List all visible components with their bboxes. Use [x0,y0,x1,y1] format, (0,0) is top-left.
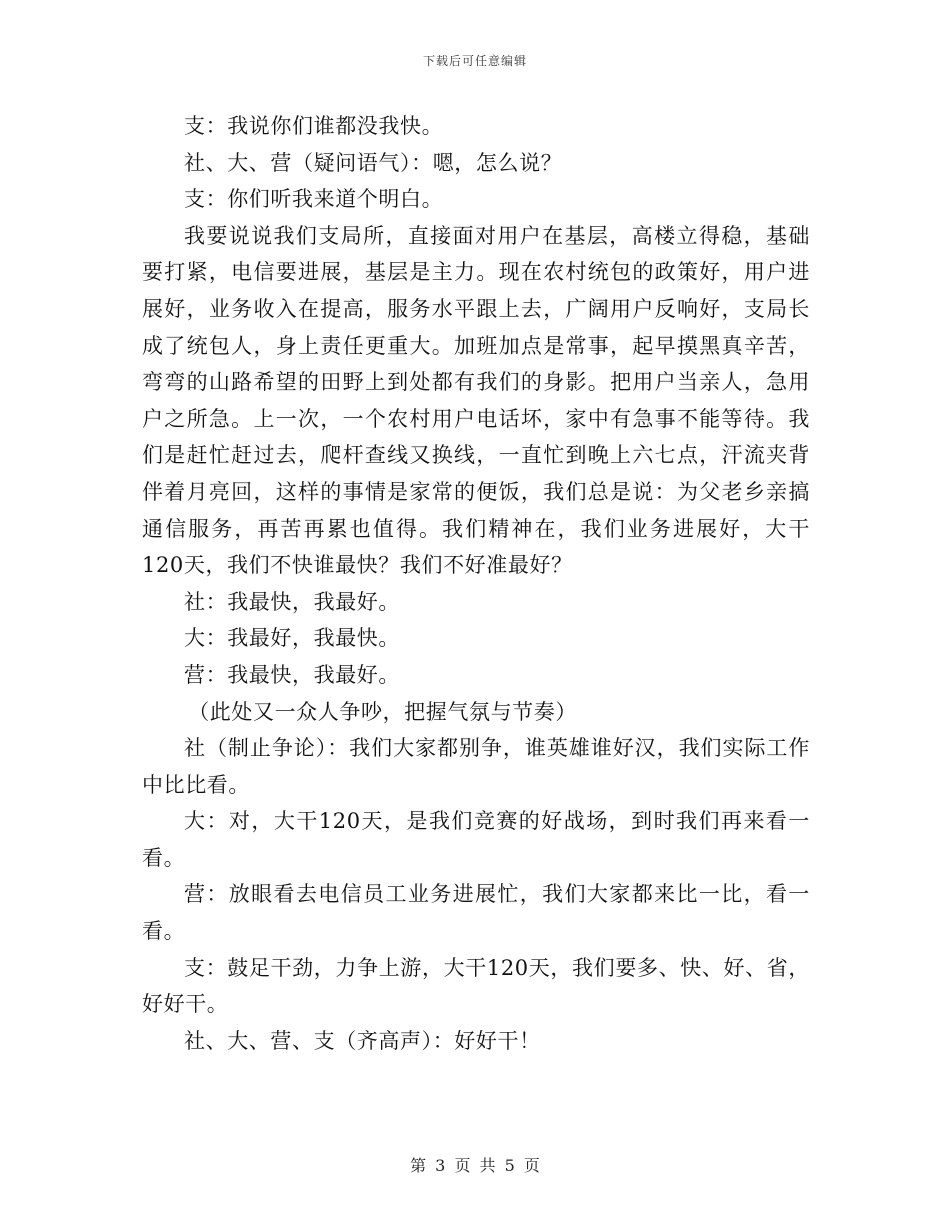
footer-current-page: 3 [435,1156,446,1175]
paragraph-4: 我要说说我们支局所，直接面对用户在基层，高楼立得稳，基础要打紧，电信要进展，基层是主力。现在农村统包的政策好，用户进展好，业务收入在提高，服务水平跟上去，广阔用户反响好，支局长成了统包人，身上责任更重大。加班加点是常事，起早摸黑真辛苦，弯弯的山路希望的田野上到处都有我们的身影。把用户当亲人，急用户之所急。上一次，一个农村用户电话坏，家中有急事不能等待。我们是赶忙赶过去，爬杆查线又换线，一直忙到晚上六七点，汗流夹背伴着月亮回，这样的事情是家常的便饭，我们总是说：为父老乡亲搞通信服务，再苦再累也值得。我们精神在，我们业务进展好，大干120天，我们不快谁最快？我们不好准最好？ [142,223,810,578]
paragraph-11: 营：放眼看去电信员工业务进展忙，我们大家都来比一比，看一看。 [142,882,810,944]
paragraph-10: 大：对，大干120天，是我们竞赛的好战场，到时我们再来看一看。 [142,809,810,870]
paragraph-9: 社（制止争论）：我们大家都别争，谁英雄谁好汉，我们实际工作中比比看。 [142,736,810,797]
paragraph-5: 社：我最快，我最好。 [184,589,400,614]
paragraph-13: 社、大、营、支（齐高声）：好好干！ [184,1028,541,1053]
paragraph-7: 营：我最快，我最好。 [184,662,400,687]
footer-total-pages: 5 [504,1156,515,1175]
footer-suffix: 页 [523,1156,540,1175]
paragraph-2: 社、大、营（疑问语气）：嗯，怎么说？ [184,150,563,175]
stage-direction: （此处又一众人争吵，把握气氛与节奏） [188,699,577,724]
paragraph-12: 支：鼓足干劲，力争上游，大干120天，我们要多、快、好、省，好好干。 [142,955,810,1017]
page-header: 下载后可任意编辑 [422,54,527,68]
paragraph-1: 支：我说你们谁都没我快。 [184,114,444,138]
page-footer [0,1153,950,1176]
paragraph-3: 支：你们听我来道个明白。 [184,187,444,212]
footer-prefix: 第 [410,1156,427,1175]
paragraph-6: 大：我最好，我最快。 [184,626,400,651]
footer-middle: 页 共 [454,1156,496,1175]
document-body [142,108,810,1059]
